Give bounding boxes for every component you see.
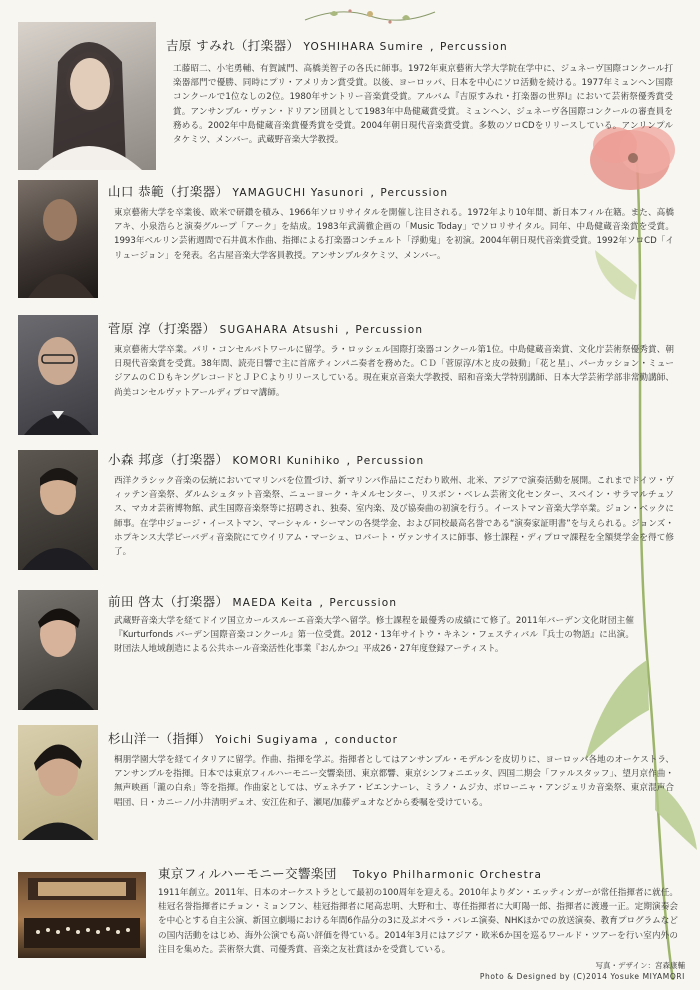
performer-name: 山口 恭範（打楽器） YAMAGUCHI Yasunori , Percussion [108,184,449,199]
biography-text: 桐朋学園大学を経てイタリアに留学。作曲、指揮を学ぶ。指揮者としてはアンサンブル・モデルンを皮切りに、ヨーロッパ各地のオーケストラ、アンサンブルを指揮。日本では東京フィルハーモニー交響楽団、東京都響、東京シンフォニエッタ、四国二期会「ファルスタッフ」、望月京作曲・無声映画「瀧の白糸」等を指揮。作曲家としては、ヴェネチア・ビエンナーレ、ミラノ・ムジカ、ボローニャ・アンジェリカ音楽祭、東京混声合唱団、日・カニーノ/小井清明デュオ、安江佐和子、瀬尾/加藤デュオなどから委嘱を受けている。 [114,755,674,808]
performer-name: 杉山洋一（指揮） Yoichi Sugiyama , conductor [108,731,399,746]
portrait-photo [18,22,156,170]
name-japanese: 吉原 すみれ（打楽器） [166,38,300,53]
orchestra-hall-photo [18,872,146,958]
portrait-photo [18,590,98,710]
orchestra-name [158,864,542,882]
name-english: SUGAHARA Atsushi [219,324,340,336]
name-english: YAMAGUCHI Yasunori [232,187,365,199]
role-english: Percussion [439,41,508,53]
biography-text: 東京藝術大学卒業。パリ・コンセルバトワールに留学。ラ・ロッシェル国際打楽器コンクール第1位。中島健蔵音楽賞、文化庁芸術祭優秀賞、朝日現代音楽賞を受賞。38年間、読売日響で主に首席ティンパニ奏者を務めた。ＣＤ「菅原淳/木と皮の鼓動」「花と星」、パーカッション・ミュージアムのＣＤもキングレコードとＪＰＣよりリリースしている。現在東京音楽大学教授、昭和音楽大学特別講師、日本大学芸術学部非常勤講師、尚美コンセルヴァトアールディプロマ講師。 [114,345,674,398]
portrait-photo [18,315,98,435]
credit-japanese: 写真・デザイン：宮森康輔 [595,961,685,970]
profile-yamaguchi [18,180,678,300]
portrait-photo [18,725,98,840]
biography-text: 西洋クラシック音楽の伝統においてマリンバを位置づけ、新マリンバ作品にこだわり欧州、北米、アジアで演奏活動を展開。これまでドイツ・ヴィッテン音楽祭、ダルムシュタット音楽祭、ニューヨーク・キメルセンター、リスボン・ベレム芸術文化センター、スペイン・サラマルチュソス、マカオ芸術博物館、武生国際音楽祭等に招聘され、独奏、室内楽、及び協奏曲の初演を行う。イーストマン音楽大学卒業。ジョン・ベックに師事。在学中ジョージ・イーストマン、マーシャル・シーマンの各奨学金、および同校最高名誉である“演奏家証明書”を与えられる。ジョンズ・ホプキンス大学ピーバディ音楽院にてウイリアム・マーシュ、ロバート・ヴァンサイスに師事、修士課程・ディプロマ課程を全額奨学金を得て修了。 [114,476,674,558]
name-english: KOMORI Kunihiko [232,455,341,467]
name-japanese: 山口 恭範（打楽器） [108,184,229,199]
profile-yoshihara [18,22,678,172]
role-english: Percussion [355,324,424,336]
name-english: Yoichi Sugiyama [215,734,319,746]
name-japanese: 菅原 淳（打楽器） [108,321,216,336]
biography-text: 東京藝術大学を卒業後、欧米で研鑽を積み、1966年ソロリサイタルを開催し注目される。1972年より10年間、新日本フィル在籍。また、高橋アキ、小泉浩らと演奏グループ「アーク」を結成。1983年武満徹企画の「Music Today」でソロリサイタル。同年、中島健蔵音楽賞を受賞。1993年ベルリン芸術週間で石井眞木作曲、指揮による打楽器コンチェルト「浮動鬼」を初演。2004年朝日現代音楽賞受賞。1992年ソロCD「イリュージョン」を発表。名古屋音楽大学客員教授。アンサンブルタケミツ、メンバー。 [114,208,674,261]
profile-komori [18,450,678,580]
name-english: Tokyo Philharmonic Orchestra [352,869,543,881]
performer-name: 吉原 すみれ（打楽器） YOSHIHARA Sumire , Percussion [166,38,508,53]
name-japanese: 前田 啓太（打楽器） [108,594,229,609]
role-english: Percussion [329,597,398,609]
performer-name: 菅原 淳（打楽器） SUGAHARA Atsushi , Percussion [108,321,424,336]
name-english: MAEDA Keita [232,597,314,609]
role-english: conductor [334,734,399,746]
profile-sugiyama [18,725,678,850]
role-english: Percussion [356,455,425,467]
profile-sugahara [18,315,678,440]
profile-tokyo-philharmonic [18,862,678,962]
biography-text: 武蔵野音楽大学を経てドイツ国立カールスルーエ音楽大学へ留学。修士課程を最優秀の成績にて修了。2011年バーデン文化財団主催『Kurturfonds バーデン国際音楽コンクール』第一位受賞。2012・13年サイトウ・キネン・フェスティバル『兵士の物語』に出演。財団法人地域創造による公共ホール音楽活性化事業『おんかつ』平成26・27年度登録アーティスト。 [114,616,634,655]
profile-maeda [18,590,678,710]
credit-english: Photo & Designed by (C)2014 Yosuke MIYAMORI [479,972,685,981]
portrait-photo [18,450,98,570]
role-english: Percussion [380,187,449,199]
name-english: YOSHIHARA Sumire [303,41,424,53]
biography-text: 工藤昭二、小宅勇輔、有賀誠門、高橋美智子の各氏に師事。1972年東京藝術大学大学院在学中に、ジュネーヴ国際コンクール打楽器部門で優勝、同時にプリ・アメリカン賞受賞。以後、ヨーロッパ、日本を中心にソロ活動を続ける。1977年ミュンヘン国際コンクールで1位なしの2位。1980年サントリー音楽賞受賞。アルバム『吉原すみれ・打楽器の世界Ⅰ』において芸術祭優秀賞受賞。アンサンブル・ヴァン・ドリアン団員として1983年中島健蔵賞受賞。ミュンヘン、ジュネーヴ各国際コンクールの審査員を務める。2002年中島健蔵音楽賞優秀賞を受賞。2004年朝日現代音楽賞受賞。多数のソロCDをリリースしている。アンリンプルタケミツ、メンバー。武蔵野音楽大学教授。 [173,64,673,146]
performer-name: 小森 邦彦（打楽器） KOMORI Kunihiko , Percussion [108,452,425,467]
biography-text: 1911年創立。2011年、日本のオーケストラとして最初の100周年を迎える。2010年よりダン・エッティンガーが常任指揮者に就任。桂冠名誉指揮者にチョン・ミョンフン、桂冠指揮者に尾高忠明、大野和士、専任指揮者に大町陽一郎、指揮者に渡邊一正。定期演奏会を中心とする自主公演、新国立劇場における年間6作品分の3に及ぶオペラ・バレエ演奏、NHKほかでの放送演奏、教育プログラムなどの国内活動をはじめ、海外公演でも高い評価を得ている。2014年3月にはアジア・欧米6か国を巡るワールド・ツアーを行い室内外の注目を集めた。芸術祭大賞、司優秀賞、音楽之友社賞ほかを受賞している。 [158,888,678,955]
name-japanese: 杉山洋一（指揮） [108,731,212,746]
portrait-photo [18,180,98,298]
name-japanese: 小森 邦彦（打楽器） [108,452,229,467]
name-japanese: 東京フィルハーモニー交響楽団 [158,866,337,881]
photo-design-credit [470,960,685,982]
performer-name: 前田 啓太（打楽器） MAEDA Keita , Percussion [108,594,398,609]
